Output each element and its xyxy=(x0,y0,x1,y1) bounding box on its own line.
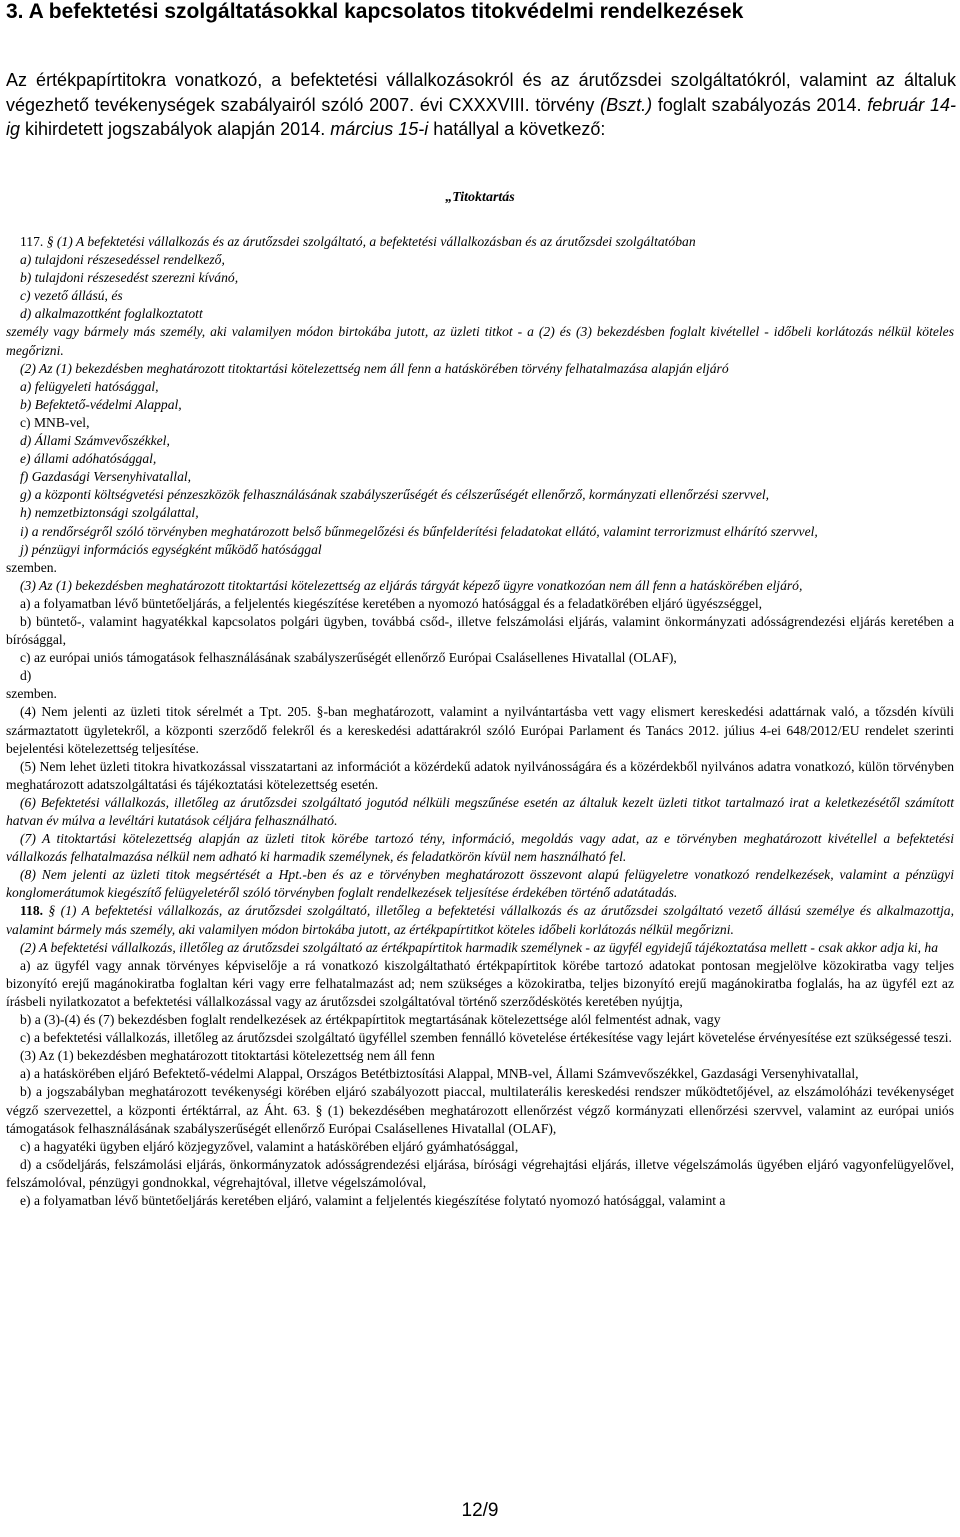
law-text xyxy=(6,233,954,1210)
law-text-line: § (1) A befektetési vállalkozás és az árutőzsdei szolgáltató, a befektetési vállalkozásban és az árutőzsdei szolgáltatóban xyxy=(46,234,696,249)
law-list-item xyxy=(6,1065,954,1083)
law-paragraph xyxy=(6,794,954,830)
law-text-line: c) MNB-vel, xyxy=(20,414,90,430)
law-text-line: c) az európai uniós támogatások felhasználásának szabályszerűségét ellenőrző Európai Csalásellenes Hivatallal (OLAF), xyxy=(20,650,677,666)
law-text-line: g) a központi költségvetési pénzeszközök felhasználásának szabályszerűségét és célszerűségét ellenőrző, kormányzati ellenőrzési szervvel, xyxy=(20,487,770,503)
law-list-item xyxy=(6,432,954,450)
law-list-item xyxy=(6,667,954,685)
page-number: 12/9 xyxy=(461,1500,499,1521)
law-list-item xyxy=(6,396,954,414)
law-paragraph xyxy=(6,939,954,957)
intro-bszt: (Bszt.) xyxy=(600,94,653,115)
law-text-line: c) a hagyatéki ügyben eljáró közjegyzővel, valamint a hatáskörében eljáró gyámhatósággal, xyxy=(20,1138,519,1154)
law-text-line: c) vezető állású, és xyxy=(20,288,123,304)
law-text-line: b) büntető-, valamint hagyatékkal kapcsolatos polgári ügyben, továbbá csőd-, illetve felszámolási eljárás, valamint önkormányzati adósságrendezési eljárás keretében a bírósággal, xyxy=(6,613,954,648)
law-text-line: (2) Az (1) bekezdésben meghatározott titoktartási kötelezettség nem áll fenn a hatáskörében törvény felhatalmazása alapján eljáró xyxy=(20,360,729,376)
law-text-line: b) Befektető-védelmi Alappal, xyxy=(20,396,182,412)
intro-date-from: február 14-ig xyxy=(6,94,956,139)
intro-text: foglalt szabályozás 2014. xyxy=(652,94,868,115)
law-text-line: h) nemzetbiztonsági szolgálattal, xyxy=(20,505,199,521)
law-text-line: (8) Nem jelenti az üzleti titok megsértését a Hpt.-ben és az e törvényben meghatározott összevont alapú felügyeletre vonatkozó rendelkezések, valamint a pénzügyi konglomerátumok kiegészítő felügyeletéről szóló törvényben foglalt rendelkezések teljesítése érdekében történő adatátadás. xyxy=(6,867,954,901)
law-list-item xyxy=(6,1156,954,1192)
law-list-item xyxy=(6,613,954,649)
law-text-line: § (1) A befektetési vállalkozás, az árutőzsdei szolgáltató, illetőleg a befektetési vállalkozás és az árutőzsdei szolgáltató vezető állású személye és alkalmazottja, valamint bármely más személy, aki valamilyen módon birtokába jutott, az értékpapírtitkot köteles időbeli korlátozás nélkül megőrizni. xyxy=(6,903,954,937)
law-text-line: b) a (3)-(4) és (7) bekezdésben foglalt rendelkezések az értékpapírtitok megtartásának kötelezettsége alól felmentést adnak, vagy xyxy=(20,1012,721,1028)
section-heading: 3. A befektetési szolgáltatásokkal kapcsolatos titokvédelmi rendelkezések xyxy=(6,0,744,23)
law-text-line: c) a befektetési vállalkozás, illetőleg az árutőzsdei szolgáltató ügyféllel szemben fennálló követelése értékesítése vagy lejárt követelése érvényesítése ezt szükségessé teszi. xyxy=(20,1030,952,1046)
law-text-line: a) az ügyfél vagy annak törvényes képviselője a rá vonatkozó kiszolgáltatható értékpapírtitok körébe tartozó adatokat pontosan megjelölve közokiratba vagy teljes bizonyító erejű magánokiratba foglaltan kéri vagy erre felhatalmazást ad; nem szükséges a közokiratba, teljes bizonyító erejű magánokiratba foglalás, ha az ügyfél ezt az írásbeli nyilatkozatot a befektetési vállalkozással vagy az árutőzsdei szolgáltatóval történő szerződéskötés keretében nyújtja, xyxy=(6,957,954,1009)
law-list-item xyxy=(6,1192,954,1210)
law-list-item xyxy=(6,595,954,613)
law-text-line: e) állami adóhatósággal, xyxy=(20,451,157,467)
section-title: „Titoktartás xyxy=(445,190,515,205)
law-paragraph xyxy=(6,1047,954,1065)
law-list-item xyxy=(6,251,954,269)
law-list-item xyxy=(6,504,954,522)
law-paragraph xyxy=(6,559,954,577)
law-text-line: (7) A titoktartási kötelezettség alapján az üzleti titok körébe tartozó tény, információ, megoldás vagy adat, az e törvényben meghatározott kivétellel a befektetési vállalkozás felhatalmazása nélkül nem adható ki harmadik személynek, és feladatkörön kívül nem használható fel. xyxy=(6,831,954,865)
law-paragraph xyxy=(6,323,954,359)
law-paragraph xyxy=(6,830,954,866)
law-list-item xyxy=(6,1083,954,1137)
law-text-line: b) tulajdoni részesedést szerezni kívánó, xyxy=(20,270,239,286)
law-paragraph xyxy=(6,902,954,938)
law-list-item xyxy=(6,541,954,559)
section-number: 118. xyxy=(20,903,49,919)
intro-text: Az értékpapírtitokra vonatkozó, a befektetési vállalkozásokról és az árutőzsdei szolgáltatókról, valamint az általuk végezhető tevékenységek szabályairól szóló 2007. évi CXXXVIII. törvény xyxy=(6,70,956,115)
intro-paragraph xyxy=(6,68,956,142)
law-text-line: a) a hatáskörében eljáró Befektető-védelmi Alappal, Országos Betétbiztosítási Alappal, MNB-vel, Állami Számvevőszékkel, Gazdasági Versenyhivatallal, xyxy=(20,1066,859,1082)
law-text-line: f) Gazdasági Versenyhivatallal, xyxy=(20,469,192,485)
law-paragraph xyxy=(6,758,954,794)
law-text-line: (4) Nem jelenti az üzleti titok sérelmét a Tpt. 205. §-ban meghatározott, valamint a nyilvántartásba vett vagy elismert kereskedési adattárnak való, a tőzsdén kívüli származtatott ügyletekről, a központi szerződő felekről és a kereskedési adattárakról szóló Európai Parlament és Tanács 2012. július 4-ei 648/2012/EU rendelet szerinti bejelentési kötelezettség teljesítése. xyxy=(6,704,954,756)
law-text-line: szemben. xyxy=(6,559,57,575)
law-list-item xyxy=(6,450,954,468)
law-paragraph xyxy=(6,577,954,595)
law-text-line: (5) Nem lehet üzleti titokra hivatkozással visszatartani az információt a közérdekű adatok nyilvánosságára és a közérdekből nyilvános adatra vonatkozó, külön törvényben meghatározott adatszolgáltatási és tájékoztatási kötelezettség esetén. xyxy=(6,758,954,792)
law-text-line: j) pénzügyi információs egységként működő hatósággal xyxy=(20,541,322,557)
law-list-item xyxy=(6,1138,954,1156)
law-list-item xyxy=(6,468,954,486)
law-text-line: (3) Az (1) bekezdésben meghatározott titoktartási kötelezettség nem áll fenn xyxy=(20,1048,435,1064)
law-paragraph xyxy=(6,360,954,378)
section-number: 117. xyxy=(20,234,47,249)
law-list-item xyxy=(6,957,954,1011)
law-list-item xyxy=(6,1029,954,1047)
law-text-line: (2) A befektetési vállalkozás, illetőleg az árutőzsdei szolgáltató az értékpapírtitok harmadik személynek - az ügyfél egyidejű tájékoztatása mellett - csak akkor adja ki, ha xyxy=(20,939,939,955)
law-list-item xyxy=(6,414,954,432)
law-text-line: (6) Befektetési vállalkozás, illetőleg az árutőzsdei szolgáltató jogutód nélküli megszűnése esetén az általuk kezelt üzleti titkot tartalmazó irat a keletkezésétől számított hatvan év múlva a levéltári kutatások céljára felhasználható. xyxy=(6,794,954,828)
law-text-line: d) Állami Számvevőszékkel, xyxy=(20,433,170,449)
law-text-line: (3) Az (1) bekezdésben meghatározott titoktartási kötelezettség az eljárás tárgyát képező ügyre vonatkozóan nem áll fenn a hatáskörében eljáró, xyxy=(20,577,803,593)
law-text-line: d) xyxy=(20,668,32,684)
law-paragraph xyxy=(6,703,954,757)
law-list-item xyxy=(6,287,954,305)
law-list-item xyxy=(6,1011,954,1029)
law-list-item xyxy=(6,305,954,323)
law-list-item xyxy=(6,486,954,504)
law-text-line: személy vagy bármely más személy, aki valamilyen módon birtokába jutott, az üzleti titkot - a (2) és (3) bekezdésben foglalt kivétellel - időbeli korlátozás nélkül köteles megőrizni. xyxy=(6,324,954,358)
law-text-line: d) a csődeljárás, felszámolási eljárás, önkormányzatok adósságrendezési eljárása, bírósági végrehajtási eljárás, illetve végelszámolás ügyében eljáró vagyonfelügyelővel, felszámolóval, pénzügyi gondnokkal, végrehajtóval, illetve végelszámolóval, xyxy=(6,1156,954,1190)
law-text-line: e) a folyamatban lévő büntetőeljárás keretében eljáró, valamint a feljelentés kiegészítése folytató nyomozó hatósággal, valamint a xyxy=(20,1192,726,1208)
law-paragraph xyxy=(6,685,954,703)
law-paragraph xyxy=(6,866,954,902)
law-list-item xyxy=(6,269,954,287)
law-text-line: d) alkalmazottként foglalkoztatott xyxy=(20,306,203,322)
law-paragraph xyxy=(6,233,954,251)
intro-text: kihirdetett jogszabályok alapján 2014. xyxy=(20,119,331,139)
intro-text: hatállyal a következő: xyxy=(428,119,606,139)
law-text-line: b) a jogszabályban meghatározott tevékenységi körében eljáró szabályozott piaccal, multilaterális kereskedési rendszer működtetőjével, az elszámolóházi tevékenységet végző szervezettel, a központi értéktárral, az Áht. 63. § (1) bekezdésében meghatározott ellenőrzést végző kormányzati ellenőrzési szervvel, valamint az európai uniós támogatások felhasználásának szabályszerűségét ellenőrző Európai Csalásellenes Hivatallal (OLAF), xyxy=(6,1084,954,1136)
law-text-line: a) tulajdoni részesedéssel rendelkező, xyxy=(20,252,225,268)
law-text-line: a) a folyamatban lévő büntetőeljárás, a feljelentés kiegészítése keretében a nyomozó hatósággal és a feladatkörében eljáró ügyészséggel, xyxy=(20,595,763,611)
intro-date-effective: március 15-i xyxy=(330,119,429,139)
law-list-item xyxy=(6,649,954,667)
law-text-line: a) felügyeleti hatósággal, xyxy=(20,378,159,394)
law-list-item xyxy=(6,523,954,541)
law-list-item xyxy=(6,378,954,396)
law-text-line: szemben. xyxy=(6,686,57,702)
law-text-line: i) a rendőrségről szóló törvényben meghatározott belső bűnmegelőzési és bűnfelderítési feladatokat ellátó, valamint terrorizmust elhárító szervvel, xyxy=(20,523,818,539)
